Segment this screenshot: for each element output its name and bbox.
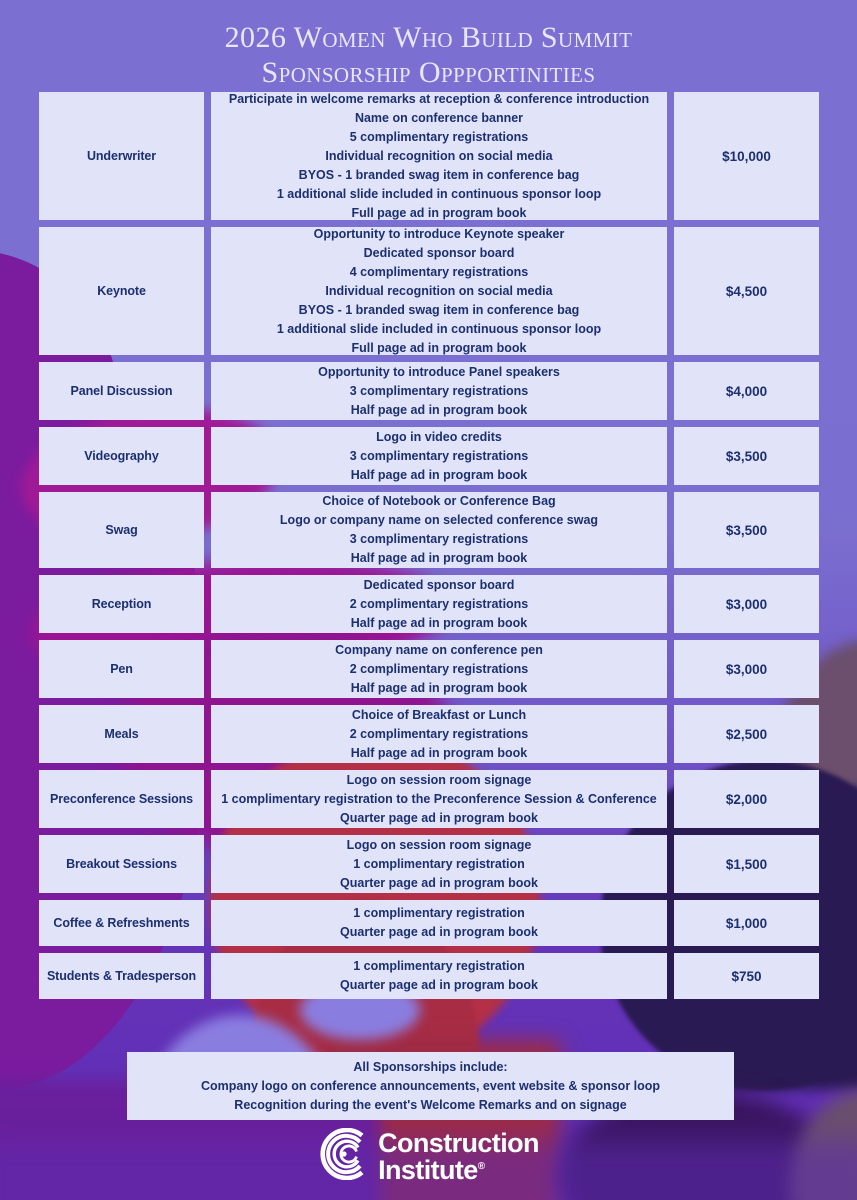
sponsorship-benefits: [211, 227, 667, 355]
logo-word-construction: Construction: [378, 1128, 539, 1159]
benefit-line: Opportunity to introduce Keynote speaker: [313, 226, 565, 241]
benefit-line: 3 complimentary registrations: [349, 383, 529, 398]
sponsorship-tier-name: Videography: [39, 427, 204, 485]
sponsorship-tier-name: Coffee & Refreshments: [39, 900, 204, 946]
note-line-1: All Sponsorships include:: [353, 1059, 508, 1074]
benefit-line: 3 complimentary registrations: [349, 532, 529, 546]
benefit-line: 3 complimentary registrations: [349, 448, 529, 463]
sponsorship-tier-name: Panel Discussion: [39, 362, 204, 420]
benefit-line: Dedicated sponsor board: [363, 245, 515, 260]
construction-institute-logo: [0, 1128, 857, 1185]
table-row: [39, 492, 819, 568]
table-row: [39, 835, 819, 893]
benefit-line: 2 complimentary registrations: [349, 596, 529, 611]
benefit-line: 1 complimentary registration: [353, 856, 525, 871]
sponsorship-tier-name: Preconference Sessions: [39, 770, 204, 828]
sponsorship-price: $3,000: [674, 640, 819, 698]
benefit-line: Dedicated sponsor board: [363, 577, 515, 592]
sponsorship-tier-name: Pen: [39, 640, 204, 698]
benefit-line: Quarter page ad in program book: [340, 810, 538, 825]
sponsorship-benefits: [211, 362, 667, 420]
sponsorship-tier-name: Swag: [39, 492, 204, 568]
benefit-line: Logo in video credits: [376, 429, 502, 444]
sponsorship-benefits: [211, 92, 667, 220]
sponsorship-tier-name: Meals: [39, 705, 204, 763]
benefit-line: Half page ad in program book: [350, 402, 528, 417]
title-line-2: Sponsorship Oppportinities: [261, 56, 596, 90]
benefit-line: Choice of Notebook or Conference Bag: [322, 494, 556, 508]
benefit-line: Logo on session room signage: [346, 772, 532, 787]
sponsorship-tier-name: Students & Tradesperson: [39, 953, 204, 999]
sponsorship-price: $3,000: [674, 575, 819, 633]
table-row: [39, 705, 819, 763]
benefit-line: Half page ad in program book: [350, 551, 528, 565]
benefit-line: 1 complimentary registration: [353, 906, 525, 920]
table-row: [39, 900, 819, 946]
sponsorship-price: $3,500: [674, 492, 819, 568]
benefit-line: 1 complimentary registration: [353, 959, 525, 973]
sponsorship-benefits: [211, 427, 667, 485]
sponsorship-benefits: [211, 953, 667, 999]
benefit-line: Individual recognition on social media: [325, 283, 553, 298]
sponsorship-price: $2,500: [674, 705, 819, 763]
benefit-line: Name on conference banner: [354, 110, 524, 125]
sponsorship-price: $1,000: [674, 900, 819, 946]
logo-trademark: ®: [477, 1160, 485, 1172]
benefit-line: 2 complimentary registrations: [349, 661, 529, 676]
sponsorship-benefits: [211, 900, 667, 946]
page-title: [0, 20, 857, 91]
table-row: [39, 953, 819, 999]
sponsorship-benefits: [211, 640, 667, 698]
note-line-2: Company logo on conference announcements, event website & sponsor loop: [200, 1078, 661, 1093]
benefit-line: BYOS - 1 branded swag item in conference bag: [298, 302, 580, 317]
benefit-line: 5 complimentary registrations: [349, 129, 529, 144]
all-sponsorships-note: [127, 1052, 734, 1120]
sponsorship-table: [39, 92, 819, 1006]
sponsorship-price: $750: [674, 953, 819, 999]
benefit-line: 1 complimentary registration to the Preconference Session & Conference: [221, 791, 657, 806]
logo-word-institute-text: Institute: [378, 1154, 478, 1185]
benefit-line: Logo on session room signage: [346, 837, 532, 852]
benefit-line: Quarter page ad in program book: [340, 875, 538, 890]
table-row: [39, 92, 819, 220]
sponsorship-price: $4,000: [674, 362, 819, 420]
benefit-line: Half page ad in program book: [350, 467, 528, 482]
sponsorship-benefits: [211, 835, 667, 893]
benefit-line: 1 additional slide included in continuous sponsor loop: [276, 186, 602, 201]
table-row: [39, 427, 819, 485]
benefit-line: Half page ad in program book: [350, 745, 528, 760]
benefit-line: BYOS - 1 branded swag item in conference bag: [298, 167, 580, 182]
title-line-1: 2026 Women Who Build Summit: [224, 21, 633, 54]
sponsorship-price: $10,000: [674, 92, 819, 220]
logo-wordmark: [378, 1130, 539, 1183]
benefit-line: Quarter page ad in program book: [340, 978, 538, 992]
sponsorship-tier-name: Reception: [39, 575, 204, 633]
benefit-line: Full page ad in program book: [351, 205, 527, 220]
logo-word-institute: [378, 1154, 539, 1185]
table-row: [39, 227, 819, 355]
sponsorship-tier-name: Breakout Sessions: [39, 835, 204, 893]
sponsorship-price: $2,000: [674, 770, 819, 828]
benefit-line: 1 additional slide included in continuous sponsor loop: [276, 321, 602, 336]
sponsorship-benefits: [211, 492, 667, 568]
benefit-line: Opportunity to introduce Panel speakers: [318, 364, 560, 379]
sponsorship-price: $3,500: [674, 427, 819, 485]
benefit-line: Full page ad in program book: [351, 340, 527, 355]
sponsorship-benefits: [211, 575, 667, 633]
spiral-c-mark-icon: [318, 1128, 370, 1185]
benefit-line: 2 complimentary registrations: [349, 726, 529, 741]
benefit-line: Half page ad in program book: [350, 680, 528, 695]
benefit-line: Individual recognition on social media: [325, 148, 553, 163]
sponsorship-tier-name: Keynote: [39, 227, 204, 355]
note-line-3: Recognition during the event's Welcome Remarks and on signage: [234, 1097, 627, 1112]
sponsorship-benefits: [211, 770, 667, 828]
sponsorship-tier-name: Underwriter: [39, 92, 204, 220]
table-row: [39, 770, 819, 828]
table-row: [39, 362, 819, 420]
benefit-line: Logo or company name on selected conference swag: [279, 513, 599, 527]
benefit-line: Participate in welcome remarks at reception & conference introduction: [228, 91, 650, 106]
benefit-line: 4 complimentary registrations: [349, 264, 529, 279]
benefit-line: Quarter page ad in program book: [340, 925, 538, 939]
benefit-line: Company name on conference pen: [335, 642, 543, 657]
sponsorship-price: $4,500: [674, 227, 819, 355]
table-row: [39, 640, 819, 698]
sponsorship-price: $1,500: [674, 835, 819, 893]
sponsorship-benefits: [211, 705, 667, 763]
table-row: [39, 575, 819, 633]
benefit-line: Half page ad in program book: [350, 615, 528, 630]
benefit-line: Choice of Breakfast or Lunch: [351, 707, 527, 722]
